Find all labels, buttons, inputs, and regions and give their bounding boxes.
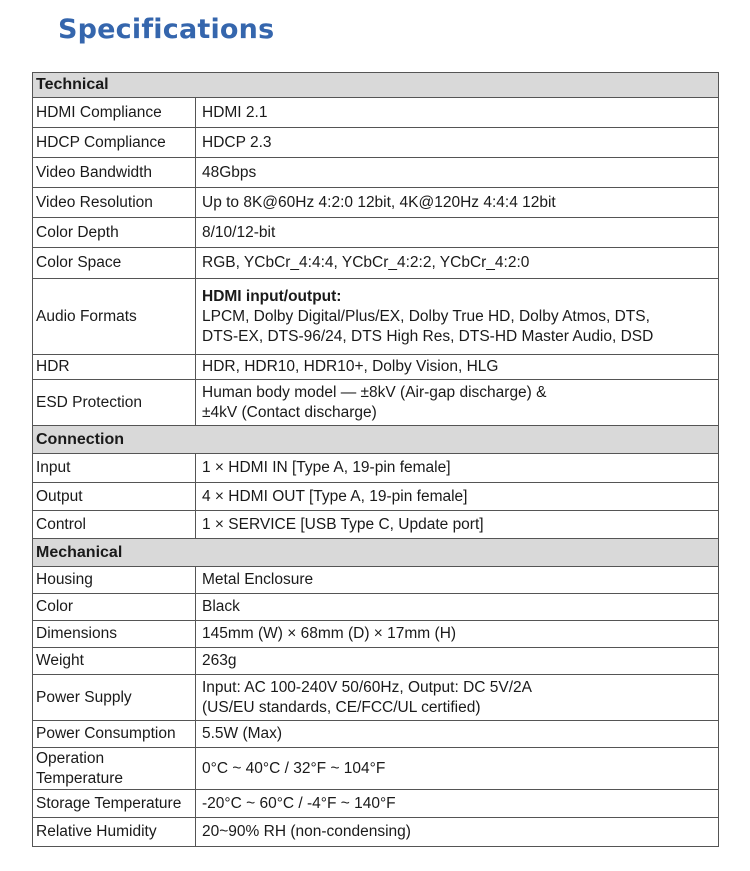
spec-value: RGB, YCbCr_4:4:4, YCbCr_4:2:2, YCbCr_4:2:0 xyxy=(196,248,719,279)
spec-value: Black xyxy=(196,594,719,621)
specifications-table xyxy=(32,72,719,847)
spec-row-audio-formats xyxy=(33,279,719,355)
spec-value-line: Input: AC 100-240V 50/60Hz, Output: DC 5V/2A xyxy=(202,678,533,696)
spec-label: Weight xyxy=(33,648,196,675)
spec-value: Up to 8K@60Hz 4:2:0 12bit, 4K@120Hz 4:4:4 12bit xyxy=(196,188,719,218)
spec-value: HDCP 2.3 xyxy=(196,128,719,158)
spec-label: Audio Formats xyxy=(33,279,196,355)
spec-value xyxy=(196,675,719,721)
spec-label: HDMI Compliance xyxy=(33,98,196,128)
spec-row-control xyxy=(33,511,719,539)
spec-label: Dimensions xyxy=(33,621,196,648)
spec-label: Color Space xyxy=(33,248,196,279)
page-title: Specifications xyxy=(58,14,275,45)
spec-label xyxy=(33,748,196,790)
section-title: Mechanical xyxy=(33,539,719,567)
spec-label: HDCP Compliance xyxy=(33,128,196,158)
spec-row-dimensions xyxy=(33,621,719,648)
spec-label: Power Consumption xyxy=(33,721,196,748)
spec-label: Video Bandwidth xyxy=(33,158,196,188)
spec-label: Housing xyxy=(33,567,196,594)
spec-label: Power Supply xyxy=(33,675,196,721)
spec-row-color-space xyxy=(33,248,719,279)
spec-value: 0°C ~ 40°C / 32°F ~ 104°F xyxy=(196,748,719,790)
spec-label: HDR xyxy=(33,355,196,380)
spec-row-operation-temperature xyxy=(33,748,719,790)
spec-row-weight xyxy=(33,648,719,675)
spec-row-power-supply xyxy=(33,675,719,721)
spec-value: -20°C ~ 60°C / -4°F ~ 140°F xyxy=(196,790,719,818)
spec-label: Relative Humidity xyxy=(33,818,196,847)
spec-value xyxy=(196,279,719,355)
spec-value: 263g xyxy=(196,648,719,675)
section-header-mechanical xyxy=(33,539,719,567)
spec-value-line: LPCM, Dolby Digital/Plus/EX, Dolby True HD, Dolby Atmos, DTS, xyxy=(202,307,650,325)
spec-value: 8/10/12-bit xyxy=(196,218,719,248)
section-title: Technical xyxy=(33,73,719,98)
spec-label: Storage Temperature xyxy=(33,790,196,818)
spec-label-line: Temperature xyxy=(36,769,124,787)
spec-value-line: ±4kV (Contact discharge) xyxy=(202,403,377,421)
spec-value: 1 × SERVICE [USB Type C, Update port] xyxy=(196,511,719,539)
spec-value-line: (US/EU standards, CE/FCC/UL certified) xyxy=(202,698,481,716)
spec-row-housing xyxy=(33,567,719,594)
spec-row-video-bandwidth xyxy=(33,158,719,188)
spec-row-relative-humidity xyxy=(33,818,719,847)
spec-label: Color xyxy=(33,594,196,621)
spec-row-esd-protection xyxy=(33,380,719,426)
section-header-technical xyxy=(33,73,719,98)
section-title: Connection xyxy=(33,426,719,454)
spec-value: Metal Enclosure xyxy=(196,567,719,594)
spec-label: ESD Protection xyxy=(33,380,196,426)
spec-row-hdmi-compliance xyxy=(33,98,719,128)
spec-row-hdcp-compliance xyxy=(33,128,719,158)
spec-row-video-resolution xyxy=(33,188,719,218)
spec-value: 20~90% RH (non-condensing) xyxy=(196,818,719,847)
spec-value: 4 × HDMI OUT [Type A, 19-pin female] xyxy=(196,483,719,511)
spec-row-input xyxy=(33,454,719,483)
section-header-connection xyxy=(33,426,719,454)
spec-value-line: Human body model — ±8kV (Air-gap discharge) & xyxy=(202,383,547,401)
spec-label: Control xyxy=(33,511,196,539)
spec-value: 48Gbps xyxy=(196,158,719,188)
spec-row-storage-temperature xyxy=(33,790,719,818)
spec-value: 5.5W (Max) xyxy=(196,721,719,748)
spec-value: 145mm (W) × 68mm (D) × 17mm (H) xyxy=(196,621,719,648)
spec-value: HDR, HDR10, HDR10+, Dolby Vision, HLG xyxy=(196,355,719,380)
spec-value: HDMI 2.1 xyxy=(196,98,719,128)
spec-row-color-depth xyxy=(33,218,719,248)
spec-row-hdr xyxy=(33,355,719,380)
spec-value-line: DTS-EX, DTS-96/24, DTS High Res, DTS-HD Master Audio, DSD xyxy=(202,327,654,345)
spec-label: Video Resolution xyxy=(33,188,196,218)
spec-row-power-consumption xyxy=(33,721,719,748)
spec-value-heading: HDMI input/output: xyxy=(202,287,342,305)
spec-value xyxy=(196,380,719,426)
spec-label: Color Depth xyxy=(33,218,196,248)
spec-value: 1 × HDMI IN [Type A, 19-pin female] xyxy=(196,454,719,483)
spec-row-output xyxy=(33,483,719,511)
spec-row-color xyxy=(33,594,719,621)
spec-label: Output xyxy=(33,483,196,511)
spec-label: Input xyxy=(33,454,196,483)
spec-label-line: Operation xyxy=(36,749,105,767)
